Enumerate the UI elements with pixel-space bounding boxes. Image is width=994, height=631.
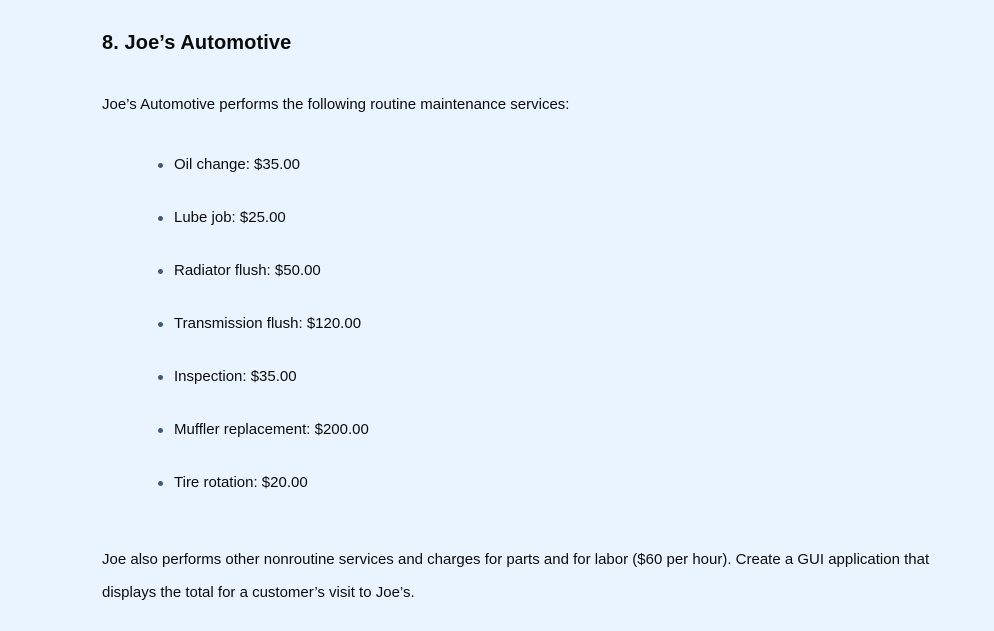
list-item <box>158 313 962 335</box>
service-label: Inspection: $35.00 <box>174 368 297 385</box>
exercise-section <box>102 28 962 609</box>
section-heading: 8. Joe’s Automotive <box>102 32 292 54</box>
service-label: Muffler replacement: $200.00 <box>174 421 369 438</box>
service-label: Transmission flush: $120.00 <box>174 315 362 332</box>
service-label: Lube job: $25.00 <box>174 209 286 226</box>
bullet-icon <box>158 481 163 486</box>
list-item <box>158 207 962 229</box>
bullet-icon <box>158 322 163 327</box>
list-item <box>158 260 962 282</box>
list-item <box>158 472 962 494</box>
list-item <box>158 419 962 441</box>
list-item <box>158 366 962 388</box>
bullet-icon <box>158 428 163 433</box>
closing-paragraph: Joe also performs other nonroutine services and charges for parts and for labor ($60 per hour). Create a GUI application that displays the total for a customer’s visit to Joe’s. <box>102 551 930 601</box>
bullet-icon <box>158 216 163 221</box>
intro-paragraph: Joe’s Automotive performs the following routine maintenance services: <box>102 96 570 113</box>
bullet-icon <box>158 269 163 274</box>
bullet-icon <box>158 375 163 380</box>
service-label: Radiator flush: $50.00 <box>174 262 321 279</box>
services-list <box>102 154 962 494</box>
bullet-icon <box>158 163 163 168</box>
service-label: Tire rotation: $20.00 <box>174 474 308 491</box>
service-label: Oil change: $35.00 <box>174 156 300 173</box>
list-item <box>158 154 962 176</box>
